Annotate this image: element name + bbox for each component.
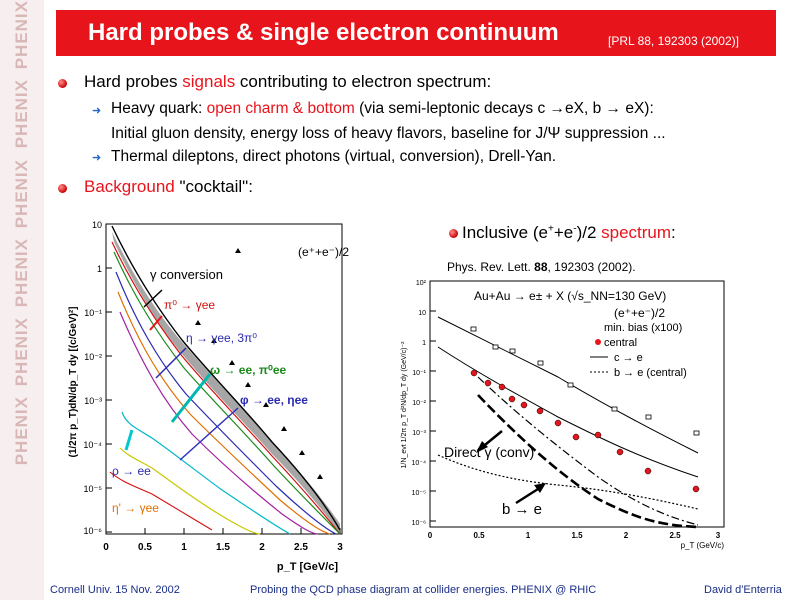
xtick: 0.5 — [473, 531, 485, 540]
text: - — [573, 223, 577, 235]
ytick: 10⁻⁶ — [411, 520, 426, 527]
footer-center: Probing the QCD phase diagram at collider energies. PHENIX @ RHIC — [250, 584, 597, 596]
xtick: 2.5 — [669, 531, 681, 540]
right-legend-title: (e⁺+e⁻)/2 — [614, 306, 666, 320]
text-highlight: signals — [182, 72, 236, 91]
title-reference: [PRL 88, 192303 (2002)] — [608, 34, 739, 48]
ytick: 10⁻³ — [84, 396, 102, 406]
footer-left: Cornell Univ. 15 Nov. 2002 — [50, 584, 180, 596]
text: contributing to electron spectrum: — [235, 72, 492, 91]
text: (via semi-leptonic decays c →eX, b → eX): — [354, 100, 654, 117]
text-highlight: Background — [84, 177, 175, 196]
arrow-bullet-icon: ➜ — [92, 152, 102, 164]
phenix-watermark: PHENIX — [12, 79, 31, 149]
sub-bullet-heavy-quark — [111, 100, 654, 118]
bullet-icon — [58, 79, 67, 88]
right-chart-title: Au+Au → e± + X (√s_NN=130 GeV) — [474, 289, 667, 303]
right-xlabel: p_T (GeV/c) — [680, 541, 724, 550]
arrow-bullet-icon: ➜ — [92, 105, 102, 117]
xtick: 2 — [259, 542, 265, 553]
ytick: 10 — [418, 310, 426, 317]
left-legend: (e⁺+e⁻)/2 — [298, 245, 350, 259]
title-bar — [56, 10, 776, 56]
xtick: 1.5 — [216, 542, 230, 553]
ytick: 1 — [422, 340, 426, 347]
ytick: 10⁻⁵ — [83, 484, 102, 494]
sidebar-watermark — [0, 0, 44, 600]
text: Heavy quark: — [111, 100, 207, 117]
text: )/2 — [576, 223, 602, 242]
legend-central-marker — [595, 339, 601, 345]
text: +e — [553, 223, 574, 242]
xtick: 1 — [525, 531, 531, 540]
ytick: 10 — [91, 220, 102, 230]
right-ylabel: 1/N_evt 1/2π p_T d²N/dp_T dy (GeV/c)⁻² — [401, 341, 408, 469]
left-ylabel: (1/2π p_T)dN/dp_T dy [(c/GeV)²] — [68, 306, 79, 458]
ytick: 10⁻² — [84, 352, 102, 362]
legend-b-to-e: b → e (central) — [614, 367, 687, 379]
sub-bullet-initial-gluon: Initial gluon density, energy loss of heavy flavors, baseline for J/Ψ suppression ... — [111, 125, 666, 142]
bullet-icon — [58, 184, 67, 193]
xtick: 1.5 — [571, 531, 583, 540]
ytick: 10⁻⁵ — [411, 490, 426, 497]
legend-min-bias: min. bias (x100) — [604, 322, 683, 334]
xtick: 3 — [337, 542, 343, 553]
legend-c-to-e: c → e — [614, 352, 643, 364]
label-direct-gamma: Direct γ (conv) — [444, 444, 535, 460]
xtick: 0.5 — [138, 542, 152, 553]
text: , 192303 (2002). — [547, 260, 636, 274]
label-pi0: π⁰ → γee — [164, 298, 216, 312]
text-highlight: spectrum — [601, 223, 672, 242]
phenix-watermark: PHENIX — [12, 0, 31, 70]
xtick: 2 — [623, 531, 629, 540]
text: Hard probes — [84, 72, 183, 91]
slide-title: Hard probes & single electron continuum — [88, 19, 559, 46]
phenix-watermark: PHENIX — [12, 317, 31, 387]
text: 88 — [534, 260, 548, 274]
bullet-hard-probes — [84, 72, 491, 92]
ytick: 10⁻² — [412, 400, 426, 407]
ytick: 10² — [415, 280, 426, 287]
inclusive-chart-svg — [398, 277, 728, 550]
label-eta: η → γee, 3π⁰ — [186, 331, 258, 345]
phenix-watermark: PHENIX — [12, 237, 31, 308]
xtick: 0 — [427, 531, 433, 540]
sub-bullet-thermal: Thermal dileptons, direct photons (virtual, conversion), Drell-Yan. — [111, 148, 557, 165]
ytick: 10⁻¹ — [412, 370, 426, 377]
text: + — [547, 223, 554, 235]
ytick: 10⁻⁴ — [83, 440, 102, 450]
phenix-watermark: PHENIX — [12, 158, 31, 228]
inclusive-spectrum-header — [462, 223, 676, 243]
legend-central: central — [604, 337, 638, 349]
cocktail-chart — [62, 212, 352, 577]
text: : — [671, 223, 676, 242]
text-highlight: open charm & bottom — [206, 100, 355, 117]
label-rho: ρ → ee — [112, 464, 151, 478]
label-phi: φ → ee, ηee — [240, 393, 308, 407]
left-xlabel: p_T [GeV/c] — [276, 561, 338, 573]
footer-right: David d'Enterria — [704, 584, 782, 596]
citation — [447, 260, 636, 274]
inclusive-spectrum-chart — [398, 277, 728, 550]
phenix-watermark: PHENIX — [12, 396, 31, 466]
xtick: 1 — [181, 542, 187, 553]
label-b-to-e: b → e — [502, 501, 543, 518]
label-etaprime: η' → γee — [112, 501, 159, 515]
bullet-icon — [449, 229, 458, 238]
label-omega: ω → ee, π⁰ee — [210, 363, 287, 377]
ytick: 10⁻⁴ — [411, 460, 426, 467]
ytick: 1 — [96, 264, 102, 274]
bullet-background — [84, 177, 253, 197]
xtick: 2.5 — [294, 542, 308, 553]
text: "cocktail": — [174, 177, 253, 196]
label-gamma-conversion: γ conversion — [150, 267, 223, 282]
xtick: 0 — [103, 542, 109, 553]
ytick: 10⁻³ — [412, 430, 426, 437]
ytick: 10⁻⁶ — [83, 526, 102, 536]
ytick: 10⁻¹ — [84, 308, 102, 318]
cocktail-chart-svg — [62, 212, 352, 577]
text: Inclusive (e — [462, 223, 548, 242]
text: Phys. Rev. Lett. — [447, 260, 535, 274]
xtick: 3 — [715, 531, 721, 540]
